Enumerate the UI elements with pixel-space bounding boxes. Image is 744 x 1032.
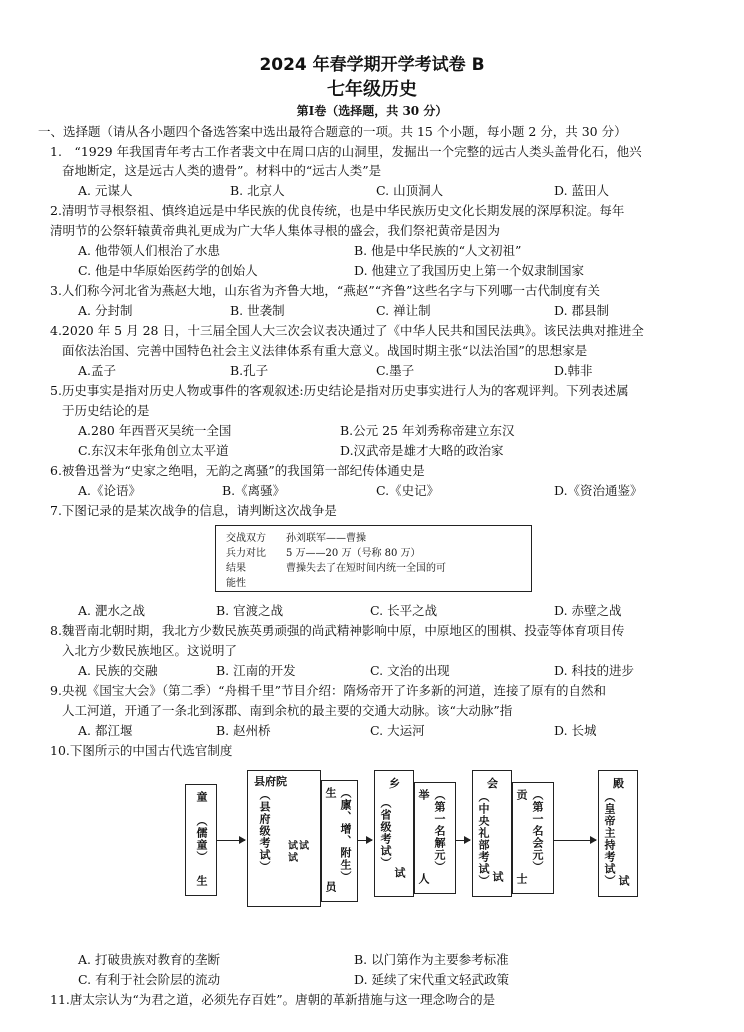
label-shi4: 士	[515, 873, 528, 885]
q2-option-d: D. 他建立了我国历史上第一个奴隶制国家	[354, 263, 585, 278]
arrow-4	[554, 840, 596, 841]
box-juren	[414, 782, 456, 894]
q3-option-d: D. 郡县制	[554, 303, 610, 318]
q4-option-b: B.孔子	[230, 363, 269, 378]
q1-option-a: A. 元谋人	[78, 183, 133, 198]
q7-option-d: D. 赤壁之战	[554, 603, 622, 618]
q5-option-b: B.公元 25 年刘秀称帝建立东汉	[340, 423, 515, 438]
q10-option-a: A. 打破贵族对教育的垄断	[78, 952, 220, 967]
q9-line1: 9.央视《国宝大会》（第二季）“舟楫千里”节目介绍：隋炀帝开了许多新的河道，连接了原有的自然和	[50, 683, 606, 698]
battle-row-forces: 兵力对比 5 万——20 万（号称 80 万）	[226, 548, 421, 559]
q9-option-c: C. 大运河	[370, 723, 425, 738]
q8-line2: 入北方少数民族地区。这说明了	[62, 643, 238, 658]
battle-row-result: 结果 曹操失去了在短时间内统一全国的可	[226, 563, 446, 574]
q2-option-a: A. 他带领人们根治了水患	[78, 243, 220, 258]
box-county-exam	[247, 770, 321, 907]
q8-line1: 8.魏晋南北朝时期，我北方少数民族英勇顽强的尚武精神影响中原，中原地区的围棋、投壶等体育项目传	[50, 623, 625, 638]
q1-option-b: B. 北京人	[230, 183, 285, 198]
label-central-level: （中央礼部考试）	[477, 791, 490, 887]
arrow-3	[456, 840, 470, 841]
label-shi3: 试	[491, 871, 504, 883]
q9-option-b: B. 赵州桥	[216, 723, 271, 738]
q8-option-c: C. 文治的出现	[370, 663, 450, 678]
arrow-1	[217, 840, 245, 841]
q5-option-d: D.汉武帝是雄才大略的政治家	[340, 443, 504, 458]
q9-option-a: A. 都江堰	[78, 723, 133, 738]
q4-option-c: C.墨子	[376, 363, 415, 378]
q1-line2: 奋地断定，这是远古人类的遗骨”。材料中的“远古人类”是	[62, 163, 382, 178]
label-yuan: 员	[324, 881, 337, 893]
box-gongshi	[512, 782, 554, 894]
label-xiang: 乡	[389, 777, 400, 790]
label-dian: 殿	[613, 777, 624, 790]
label-tong: 童	[195, 791, 208, 803]
box-palace-exam	[598, 770, 638, 897]
q1-option-d: D. 蓝田人	[554, 183, 610, 198]
q4-option-d: D.韩非	[554, 363, 593, 378]
label-gong: 贡	[515, 789, 528, 801]
label-emperor-level: （皇帝主持考试）	[603, 791, 616, 887]
q7-line1: 7.下图记录的是某次战争的信息，请判断这次战争是	[50, 503, 337, 518]
box-provincial-exam	[374, 770, 414, 897]
box-metropolitan-exam	[472, 770, 512, 897]
q9-line2: 人工河道，开通了一条北到涿郡、南到余杭的最主要的交通大动脉。该“大动脉”指	[62, 703, 513, 718]
q8-option-b: B. 江南的开发	[216, 663, 296, 678]
q5-line1: 5.历史事实是指对历史人物或事件的客观叙述:历史结论是指对历史事实进行人为的客观评判。下列表述属	[50, 383, 629, 398]
q7-option-b: B. 官渡之战	[216, 603, 284, 618]
label-hui: 会	[487, 777, 498, 790]
exam-title: 2024 年春学期开学考试卷 B	[259, 55, 485, 75]
label-sheng: 生	[195, 875, 208, 887]
label-provincial-level: （省级考试）	[379, 797, 392, 869]
q5-line2: 于历史结论的是	[62, 403, 150, 418]
q4-line2: 面依法治国、完善中国特色社会主义法律体系有重大意义。战国时期主张“以法治国”的思想家是	[62, 343, 588, 358]
label-shi5: 试	[617, 875, 630, 887]
q6-option-b: B.《离骚》	[222, 483, 286, 498]
q2-option-c: C. 他是中华原始医药学的创始人	[78, 263, 258, 278]
q10-line1: 10.下图所示的中国古代选官制度	[50, 743, 233, 758]
q6-option-d: D.《资治通鉴》	[554, 483, 643, 498]
q4-option-a: A.孟子	[78, 363, 117, 378]
label-linzengfu: （廪、增、附生）	[339, 787, 352, 883]
exam-subtitle: 七年级历史	[327, 79, 417, 100]
q7-option-c: C. 长平之战	[370, 603, 438, 618]
battle-info-table	[215, 525, 532, 592]
q1-line1: 1. “1929 年我国青年考古工作者裴文中在周口店的山洞里，发掘出一个完整的远古人类头盖骨化石，他兴	[50, 144, 642, 159]
instructions: 一、选择题（请从各小题四个备选答案中选出最符合题意的一项。共 15 个小题，每小题 2 分，共 30 分）	[38, 124, 627, 139]
box-shengyuan	[321, 780, 358, 902]
q8-option-d: D. 科技的进步	[554, 663, 635, 678]
q6-line1: 6.被鲁迅誉为“史家之绝唱，无韵之离骚”的我国第一部纪传体通史是	[50, 463, 425, 478]
label-sheng2: 生	[324, 787, 337, 799]
q10-option-b: B. 以门第作为主要参考标准	[354, 952, 509, 967]
battle-row-sides: 交战双方 孙刘联军——曹操	[226, 533, 366, 544]
label-jieyuan: （第一名解元）	[433, 789, 446, 873]
q7-option-a: A. 淝水之战	[78, 603, 145, 618]
q3-option-a: A. 分封制	[78, 303, 133, 318]
q9-option-d: D. 长城	[554, 723, 597, 738]
q2-option-b: B. 他是中华民族的“人文初祖”	[354, 243, 522, 258]
q6-option-c: C.《史记》	[376, 483, 440, 498]
arrow-2	[358, 840, 372, 841]
label-ren: 人	[417, 873, 430, 885]
q10-option-c: C. 有利于社会阶层的流动	[78, 972, 221, 987]
q3-option-b: B. 世袭制	[230, 303, 285, 318]
label-shi2: 试	[393, 867, 406, 879]
section-heading: 第Ⅰ卷（选择题，共 30 分）	[296, 104, 448, 118]
label-huiyuan: （第一名会元）	[531, 789, 544, 873]
q1-option-c: C. 山顶洞人	[376, 183, 444, 198]
box-tongsheng	[185, 784, 217, 896]
q2-line1: 2.清明节寻根祭祖、慎终追远是中华民族的优良传统，也是中华民族历史文化长期发展的深厚积淀。每年	[50, 203, 625, 218]
q4-line1: 4.2020 年 5 月 28 日，十三届全国人大三次会议表决通过了《中华人民共和国民法典》。该民法典对推进全	[50, 323, 644, 338]
q2-line2: 清明节的公祭轩辕黄帝典礼更成为广大华人集体寻根的盛会，我们祭祀黄帝是因为	[50, 223, 501, 238]
label-shi: 试试试	[288, 841, 310, 864]
battle-row-result-cont: 能性	[226, 578, 246, 589]
q10-option-d: D. 延续了宋代重文轻武政策	[354, 972, 510, 987]
label-xianfuyuan: 县府院	[254, 775, 287, 788]
q6-option-a: A.《论语》	[78, 483, 142, 498]
q3-line1: 3.人们称今河北省为燕赵大地，山东省为齐鲁大地，“燕赵”“齐鲁”这些名字与下列哪一古代制度有关	[50, 283, 600, 298]
q5-option-c: C.东汉末年张角创立太平道	[78, 443, 229, 458]
q11-line1: 11.唐太宗认为“为君之道，必须先存百姓”。唐朝的革新措施与这一理念吻合的是	[50, 992, 496, 1007]
label-rutong: （儒童）	[195, 815, 208, 863]
q3-option-c: C. 禅让制	[376, 303, 431, 318]
label-ju: 举	[417, 789, 430, 801]
label-county-level: （县府级考试）	[258, 789, 271, 873]
q5-option-a: A.280 年西晋灭吴统一全国	[78, 423, 232, 438]
q8-option-a: A. 民族的交融	[78, 663, 158, 678]
